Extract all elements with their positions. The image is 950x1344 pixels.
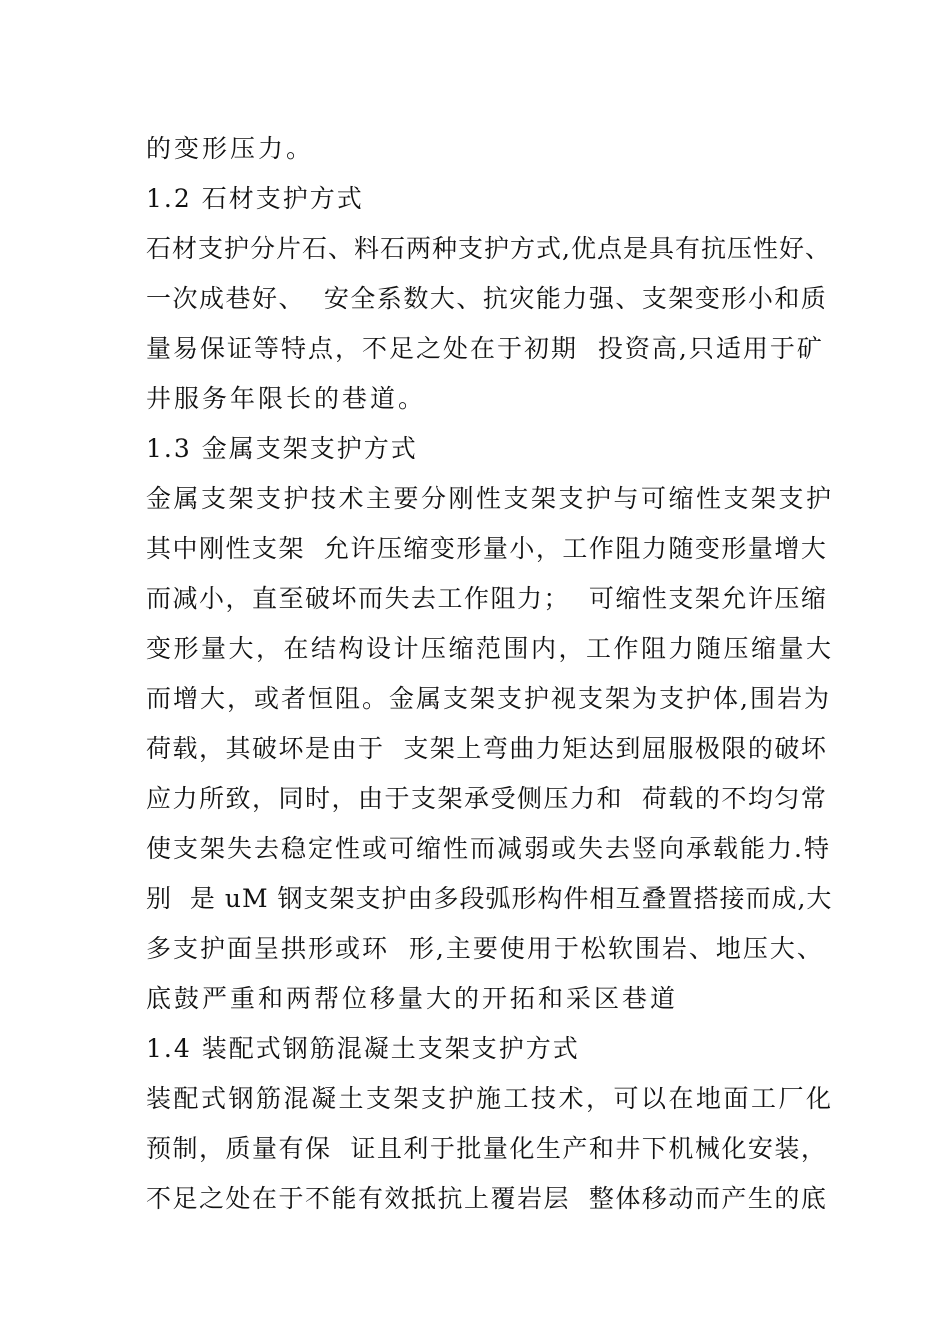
- text-line: 装配式钢筋混凝土支架支护施工技术，可以在地面工厂化: [146, 1084, 834, 1113]
- text-line: 底鼓严重和两帮位移量大的开拓和采区巷道: [146, 984, 679, 1013]
- text-line: 而减小，直至破坏而失去工作阻力； 可缩性支架允许压缩: [146, 584, 828, 613]
- text-line: 应力所致，同时，由于支架承受侧压力和 荷载的不均匀常: [146, 784, 828, 813]
- text-line: 石材支护分片石、料石两种支护方式,优点是具有抗压性好、: [146, 234, 831, 263]
- section-heading-1-2: 1.2 石材支护方式: [146, 184, 364, 213]
- text-line: 井服务年限长的巷道。: [146, 384, 427, 413]
- text-line: 而增大，或者恒阻。金属支架支护视支架为支护体,围岩为: [146, 684, 831, 713]
- text-line: 不足之处在于不能有效抵抗上覆岩层 整体移动而产生的底: [146, 1184, 828, 1213]
- text-line: 的变形压力。: [146, 134, 315, 163]
- text-line: 量易保证等特点，不足之处在于初期 投资高,只适用于矿: [146, 334, 824, 363]
- section-heading-1-3: 1.3 金属支架支护方式: [146, 434, 418, 463]
- text-line: 别 是 uM 钢支架支护由多段弧形构件相互叠置搭接而成,大: [146, 884, 833, 913]
- text-line: 变形量大，在结构设计压缩范围内，工作阻力随压缩量大: [146, 634, 834, 663]
- text-line: 使支架失去稳定性或可缩性而减弱或失去竖向承载能力.特: [146, 834, 831, 863]
- text-line: 预制，质量有保 证且利于批量化生产和井下机械化安装，: [146, 1134, 828, 1163]
- text-line: 一次成巷好、 安全系数大、抗灾能力强、支架变形小和质: [146, 284, 828, 313]
- text-line: 多支护面呈拱形或环 形,主要使用于松软围岩、地压大、: [146, 934, 824, 963]
- text-line: 其中刚性支架 允许压缩变形量小，工作阻力随变形量增大: [146, 534, 828, 563]
- text-line: 金属支架支护技术主要分刚性支架支护与可缩性支架支护: [146, 484, 834, 513]
- text-line: 荷载，其破坏是由于 支架上弯曲力矩达到屈服极限的破坏: [146, 734, 828, 763]
- section-heading-1-4: 1.4 装配式钢筋混凝土支架支护方式: [146, 1034, 580, 1063]
